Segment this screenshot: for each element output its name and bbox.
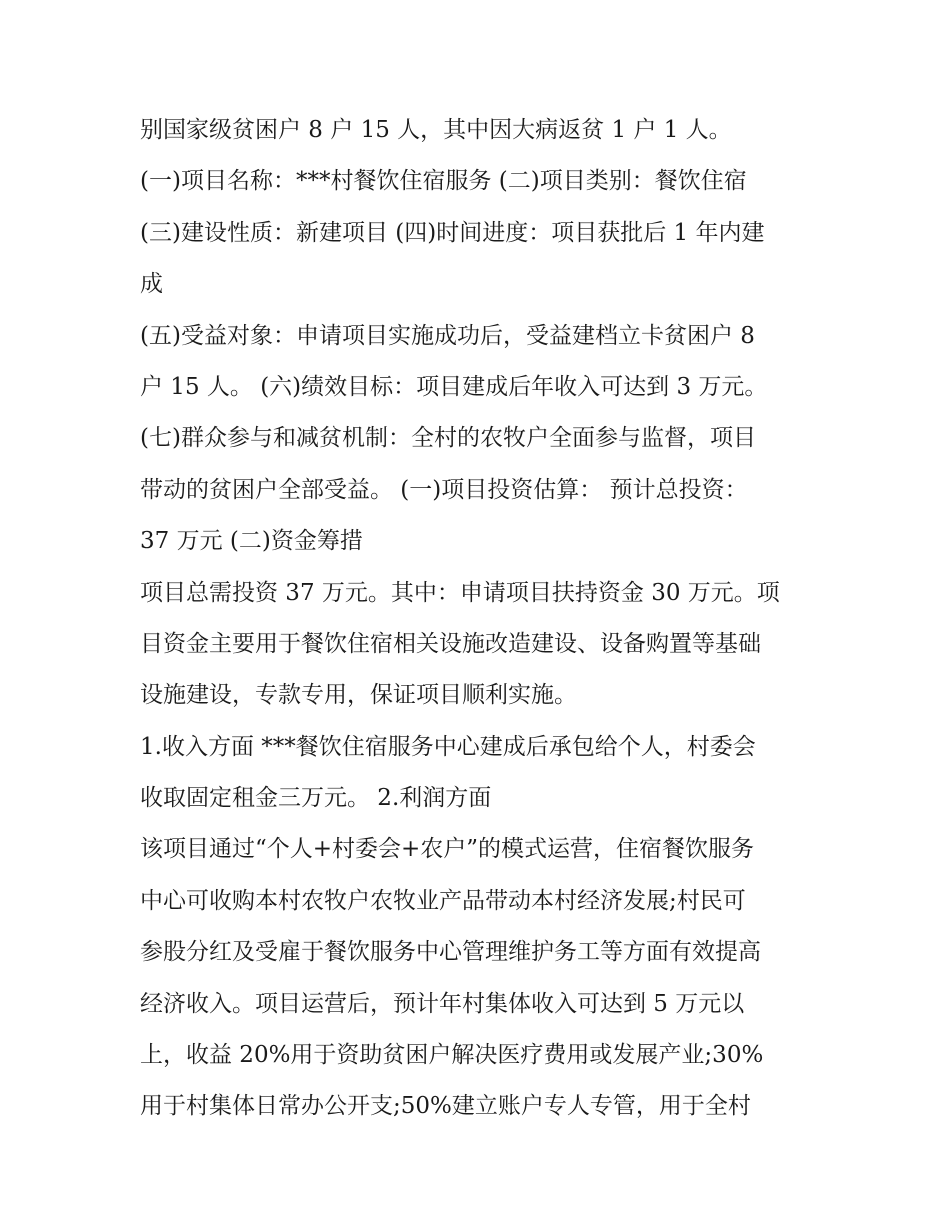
document-body [140,105,830,1133]
text-line: 户 15 人。 (六)绩效目标：项目建成后年收入可达到 3 万元。 [140,373,768,400]
text-line: 1.收入方面 ***餐饮住宿服务中心建成后承包给个人，村委会 [140,733,756,760]
text-line: 目资金主要用于餐饮住宿相关设施改造建设、设备购置等基础 [140,630,761,657]
text-line: 用于村集体日常办公开支;50%建立账户专人专管，用于全村 [140,1093,751,1120]
text-line: 上，收益 20%用于资助贫困户解决医疗费用或发展产业;30% [140,1042,764,1069]
text-line: 37 万元 (二)资金筹措 [140,528,363,555]
text-line: 别国家级贫困户 8 户 15 人，其中因大病返贫 1 户 1 人。 [140,117,732,143]
text-line: 带动的贫困户全部受益。 (一)项目投资估算： 预计总投资： [140,476,748,503]
text-line: 经济收入。项目运营后，预计年村集体收入可达到 5 万元以 [140,990,745,1017]
text-line: 项目总需投资 37 万元。其中：申请项目扶持资金 30 万元。项 [140,579,780,606]
text-line: 该项目通过“个人+村委会+农户”的模式运营，住宿餐饮服务 [140,836,755,863]
text-line: (七)群众参与和减贫机制：全村的农牧户全面参与监督，项目 [140,425,756,452]
text-line: 中心可收购本村农牧户农牧业产品带动本村经济发展;村民可 [140,887,746,914]
text-line: (一)项目名称：***村餐饮住宿服务 (二)项目类别：餐饮住宿 [140,168,747,195]
text-line: 收取固定租金三万元。 2.利润方面 [140,785,492,812]
text-line: (五)受益对象：申请项目实施成功后，受益建档立卡贫困户 8 [140,322,755,349]
text-line: 设施建设，专款专用，保证项目顺利实施。 [140,682,577,709]
text-line: 成 [140,271,163,298]
text-line: (三)建设性质：新建项目 (四)时间进度：项目获批后 1 年内建 [140,219,765,246]
text-line: 参股分红及受雇于餐饮服务中心管理维护务工等方面有效提高 [140,939,761,966]
